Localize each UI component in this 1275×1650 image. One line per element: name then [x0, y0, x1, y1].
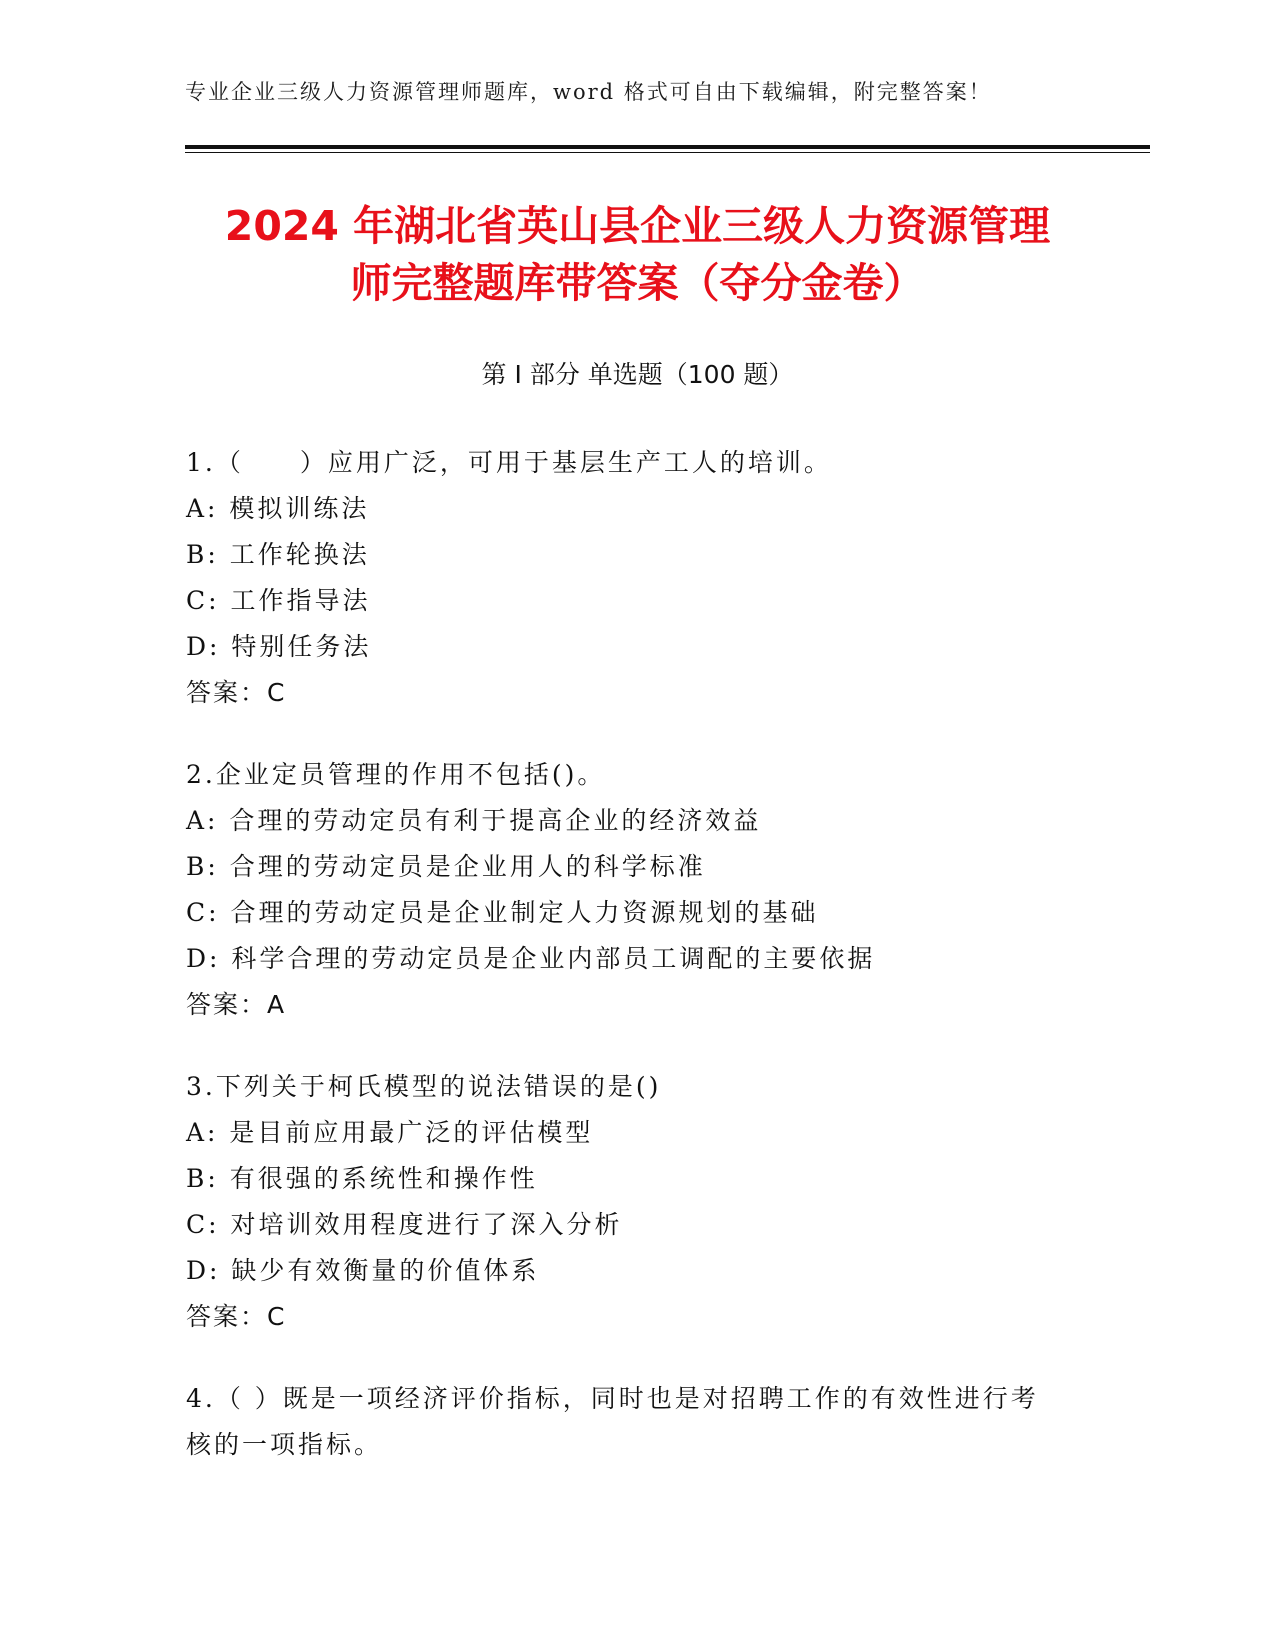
- question-stem: 1.（ ）应用广泛，可用于基层生产工人的培训。: [186, 448, 832, 477]
- option-c: C: 对培训效用程度进行了深入分析: [186, 1210, 623, 1239]
- header-rule-thin: [185, 152, 1150, 153]
- question-2: [186, 752, 1086, 1028]
- option-a: A: 模拟训练法: [186, 494, 370, 523]
- option-b: B: 合理的劳动定员是企业用人的科学标准: [186, 852, 706, 881]
- document-title-line-1: 2024 年湖北省英山县企业三级人力资源管理: [224, 202, 1051, 250]
- question-4: [186, 1376, 1086, 1468]
- option-b: B: 有很强的系统性和操作性: [186, 1164, 538, 1193]
- option-b: B: 工作轮换法: [186, 540, 370, 569]
- option-d: D: 科学合理的劳动定员是企业内部员工调配的主要依据: [186, 944, 876, 973]
- option-c: C: 工作指导法: [186, 586, 371, 615]
- answer: 答案：C: [186, 678, 287, 707]
- answer: 答案：A: [186, 990, 287, 1019]
- question-3: [186, 1064, 1086, 1340]
- option-d: D: 特别任务法: [186, 632, 372, 661]
- question-stem: 2.企业定员管理的作用不包括()。: [186, 760, 606, 789]
- option-a: A: 合理的劳动定员有利于提高企业的经济效益: [186, 806, 762, 835]
- document-title: [150, 198, 1125, 312]
- answer: 答案：C: [186, 1302, 287, 1331]
- question-1: [186, 440, 1086, 716]
- section-title: 第 I 部分 单选题（100 题）: [481, 360, 794, 389]
- option-a: A: 是目前应用最广泛的评估模型: [186, 1118, 594, 1147]
- option-d: D: 缺少有效衡量的价值体系: [186, 1256, 540, 1285]
- header-note: 专业企业三级人力资源管理师题库，word 格式可自由下载编辑，附完整答案！: [185, 80, 992, 104]
- header-rule-thick: [185, 145, 1150, 149]
- option-c: C: 合理的劳动定员是企业制定人力资源规划的基础: [186, 898, 819, 927]
- question-list: [186, 440, 1086, 1504]
- document-title-line-2: 师完整题库带答案（夺分金卷）: [350, 259, 925, 307]
- question-stem: 4.（ ）既是一项经济评价指标，同时也是对招聘工作的有效性进行考核的一项指标。: [186, 1384, 1039, 1459]
- question-stem: 3.下列关于柯氏模型的说法错误的是(): [186, 1072, 662, 1101]
